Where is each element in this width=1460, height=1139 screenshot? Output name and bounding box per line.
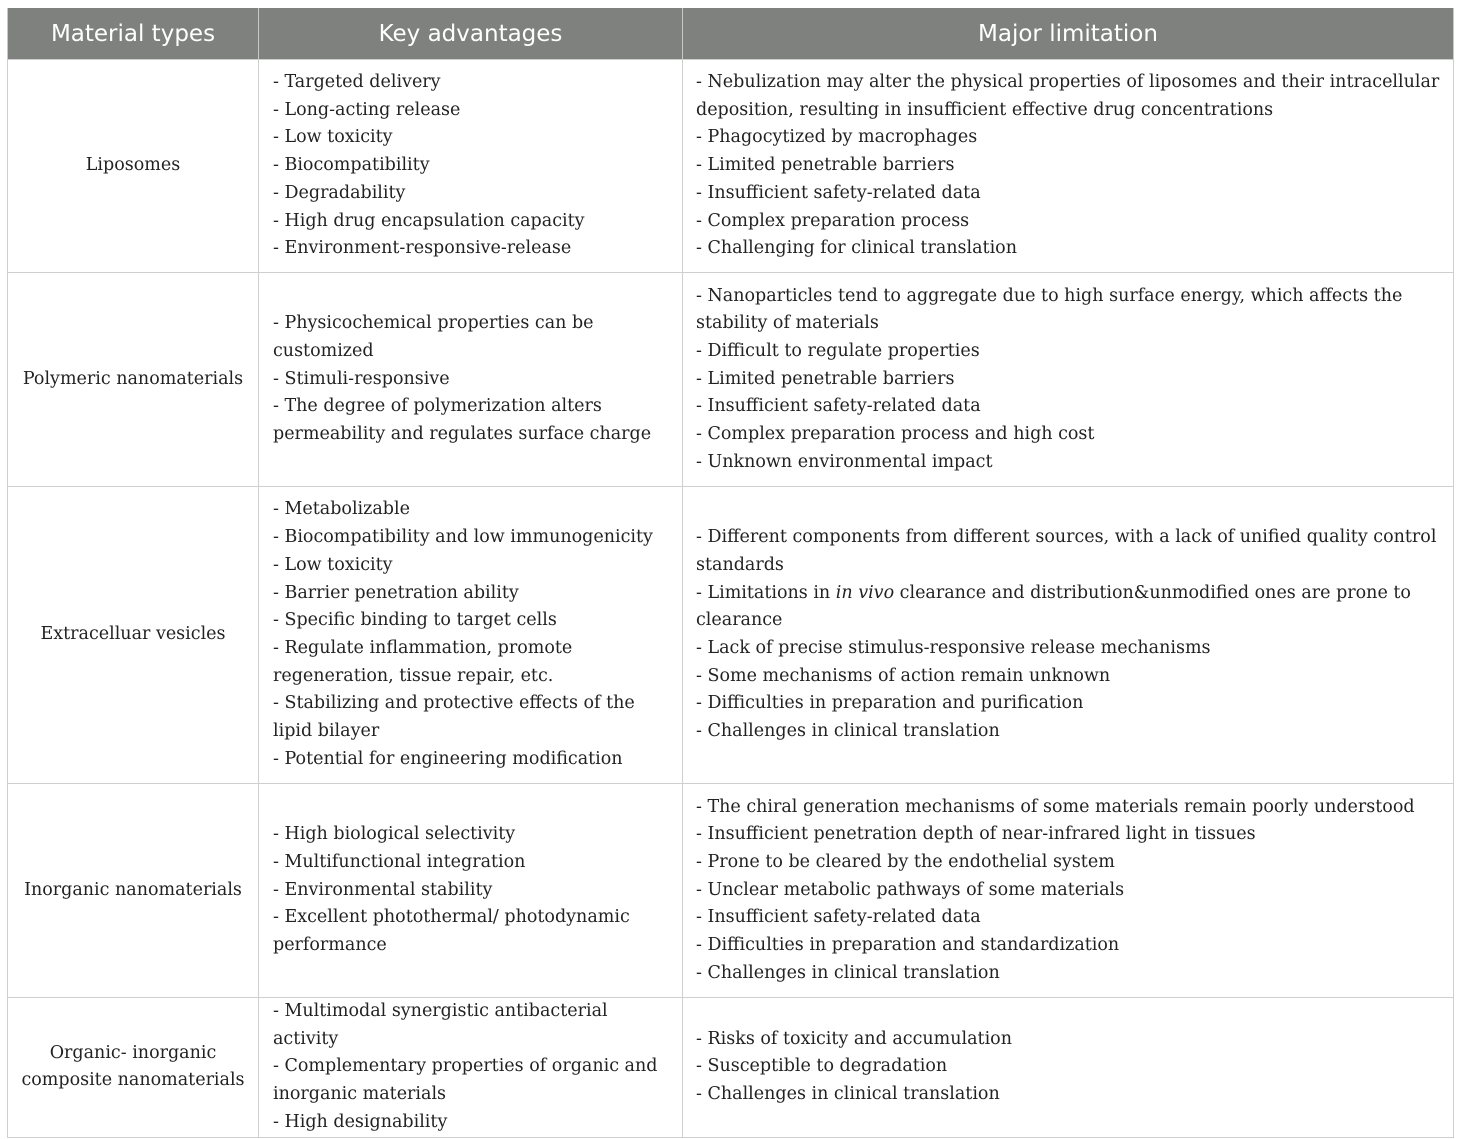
advantage-item: - Potential for engineering modification — [273, 748, 623, 769]
advantage-item: - Multifunctional integration — [273, 851, 526, 872]
advantage-item: - Targeted delivery — [273, 72, 441, 93]
advantage-item: - Environment-responsive-release — [273, 238, 572, 259]
advantage-item: - Stimuli-responsive — [273, 368, 450, 389]
advantage-item: - Metabolizable — [273, 499, 410, 520]
advantage-item: - Physicochemical properties can be customized — [273, 313, 594, 361]
advantage-item: - Complementary properties of organic and inorganic materials — [273, 1056, 658, 1105]
advantage-item: - Low toxicity — [273, 127, 393, 148]
limitation-item: - Complex preparation process and high cost — [696, 424, 1095, 445]
table-body — [8, 60, 1454, 1138]
advantages-cell — [259, 998, 683, 1138]
limitation-item: - Insufficient safety-related data — [696, 396, 981, 417]
table-row — [8, 60, 1454, 273]
advantage-item: - High designability — [273, 1111, 448, 1132]
limitation-item: - Insufficient penetration depth of near-infrared light in tissues — [696, 824, 1256, 845]
advantage-item: - Specific binding to target cells — [273, 610, 557, 631]
limitation-item: - Phagocytized by macrophages — [696, 127, 978, 148]
limitation-item: - Challenges in clinical translation — [696, 962, 1000, 983]
limitation-item: - Risks of toxicity and accumulation — [696, 1028, 1012, 1049]
advantage-item: - Environmental stability — [273, 879, 493, 900]
comparison-table-container — [7, 8, 1453, 1138]
table-row — [8, 487, 1454, 784]
limitation-item: - Unknown environmental impact — [696, 451, 993, 472]
advantages-cell — [259, 60, 683, 273]
limitation-item: - Susceptible to degradation — [696, 1056, 948, 1077]
advantages-cell — [259, 784, 683, 998]
limitations-cell — [683, 784, 1454, 998]
advantage-item: - Barrier penetration ability — [273, 582, 519, 603]
limitation-item: - Unclear metabolic pathways of some materials — [696, 879, 1125, 900]
advantage-item: - High drug encapsulation capacity — [273, 210, 585, 231]
header-major-limitation: Major limitation — [683, 8, 1454, 60]
header-key-advantages: Key advantages — [259, 8, 683, 60]
limitation-item: - Some mechanisms of action remain unknown — [696, 665, 1111, 686]
limitation-item: - Challenges in clinical translation — [696, 721, 1000, 742]
advantage-item: - Regulate inflammation, promote regeneration, tissue repair, etc. — [273, 638, 573, 686]
advantage-item: - Low toxicity — [273, 554, 393, 575]
limitation-item: - Limited penetrable barriers — [696, 368, 955, 389]
limitations-cell — [683, 273, 1454, 487]
table-row — [8, 273, 1454, 487]
material-type-cell: Inorganic nanomaterials — [8, 784, 259, 998]
limitation-item: - Complex preparation process — [696, 210, 970, 231]
material-comparison-table — [7, 8, 1454, 1138]
limitation-item: - Different components from different sources, with a lack of unified quality control standards — [696, 527, 1437, 575]
advantage-item: - Long-acting release — [273, 99, 461, 120]
limitation-item: - Insufficient safety-related data — [696, 182, 981, 203]
limitation-item: - Insufficient safety-related data — [696, 907, 981, 928]
material-type-cell: Organic- inorganic composite nanomaterials — [8, 998, 259, 1138]
limitation-item: - Limitations in in vivo clearance and distribution&unmodified ones are prone to clearance — [696, 582, 1411, 631]
material-type-cell: Liposomes — [8, 60, 259, 273]
limitations-cell — [683, 60, 1454, 273]
limitation-item: - Challenges in clinical translation — [696, 1084, 1000, 1105]
table-row — [8, 784, 1454, 998]
table-row — [8, 998, 1454, 1138]
advantage-item: - Biocompatibility and low immunogenicity — [273, 527, 653, 548]
advantage-item: - Excellent photothermal/ photodynamic performance — [273, 907, 630, 956]
limitation-item: - Difficulties in preparation and purification — [696, 693, 1084, 714]
advantage-item: - Multimodal synergistic antibacterial activity — [273, 1001, 608, 1049]
advantage-item: - High biological selectivity — [273, 824, 516, 845]
advantage-item: - The degree of polymerization alters permeability and regulates surface charge — [273, 396, 652, 445]
advantage-item: - Stabilizing and protective effects of the lipid bilayer — [273, 693, 635, 742]
limitation-item: - Prone to be cleared by the endothelial system — [696, 851, 1115, 872]
limitation-item: - The chiral generation mechanisms of some materials remain poorly understood — [696, 796, 1415, 817]
limitations-cell — [683, 998, 1454, 1138]
table-header — [8, 8, 1454, 60]
header-row — [8, 8, 1454, 60]
limitation-item: - Limited penetrable barriers — [696, 155, 955, 176]
limitation-item: - Difficulties in preparation and standardization — [696, 935, 1120, 956]
advantages-cell — [259, 273, 683, 487]
limitation-item: - Nebulization may alter the physical properties of liposomes and their intracellular deposition, resulting in insufficient effective drug concentrations — [696, 72, 1440, 120]
advantage-item: - Degradability — [273, 182, 406, 203]
material-type-cell: Polymeric nanomaterials — [8, 273, 259, 487]
advantages-cell — [259, 487, 683, 784]
limitation-item: - Difficult to regulate properties — [696, 340, 980, 361]
limitation-item: - Lack of precise stimulus-responsive release mechanisms — [696, 638, 1211, 658]
advantage-item: - Biocompatibility — [273, 155, 430, 176]
limitations-cell — [683, 487, 1454, 784]
limitation-item: - Challenging for clinical translation — [696, 238, 1017, 259]
material-type-cell: Extracelluar vesicles — [8, 487, 259, 784]
header-material-types: Material types — [8, 8, 259, 60]
limitation-item: - Nanoparticles tend to aggregate due to high surface energy, which affects the stability of materials — [696, 285, 1403, 334]
